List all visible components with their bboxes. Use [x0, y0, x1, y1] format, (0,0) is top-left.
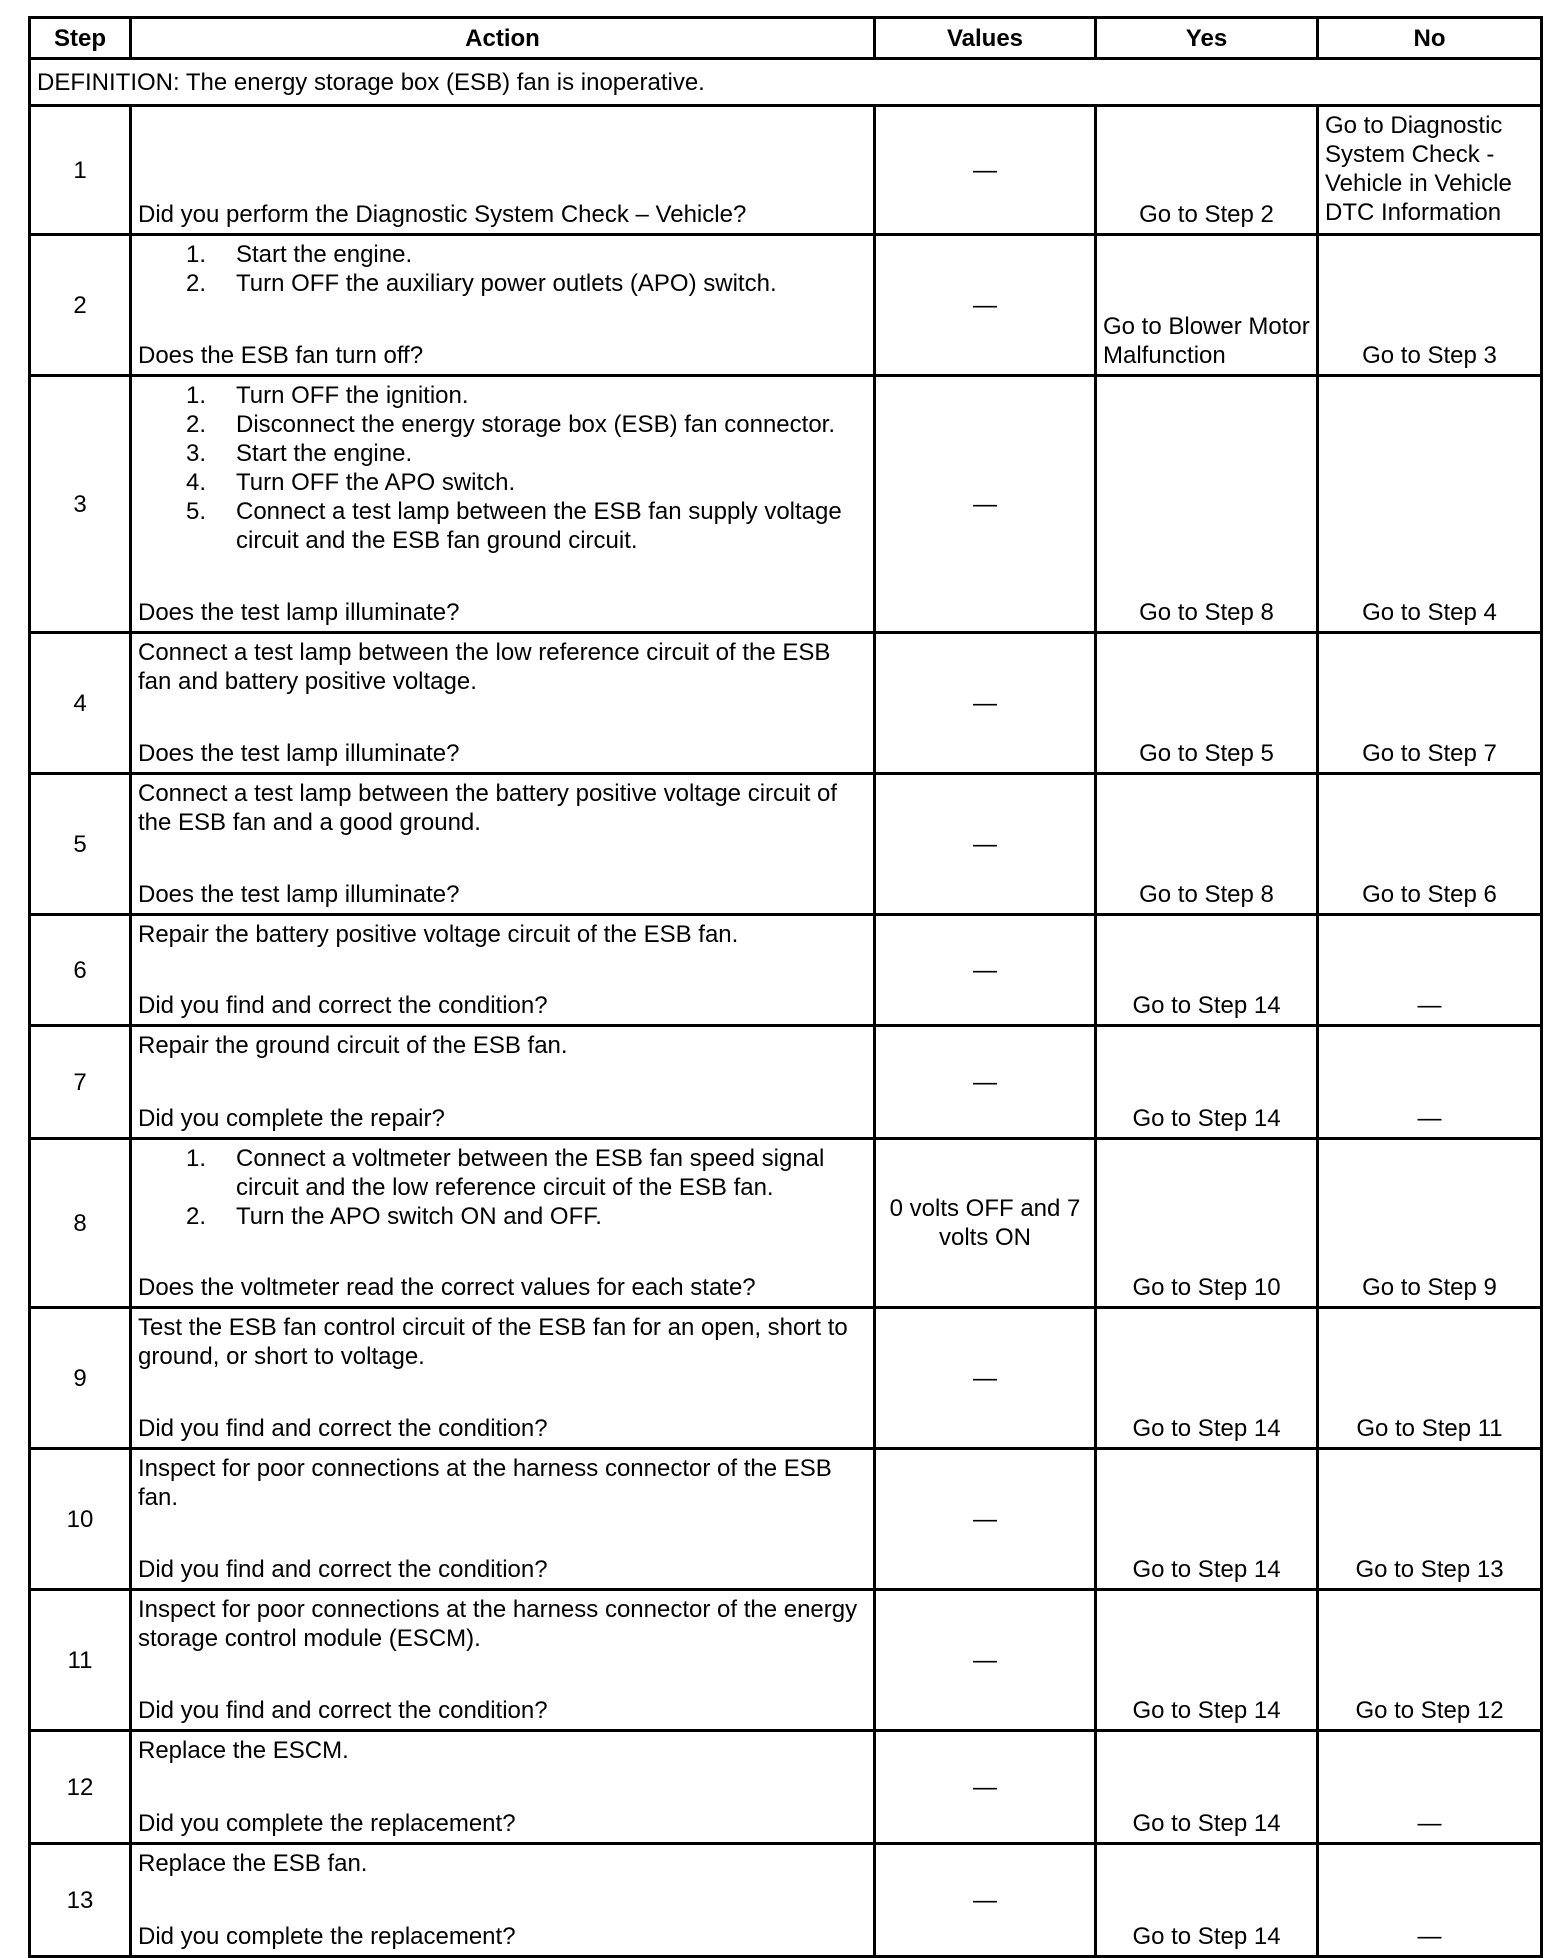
action-step-number: 5. [186, 498, 207, 525]
table-row [30, 1590, 1542, 1731]
diagnostic-table [28, 16, 1543, 1958]
action-question: Does the test lamp illuminate? [138, 599, 460, 626]
table-row [30, 1844, 1542, 1957]
header-no: No [1318, 18, 1542, 59]
action-step-item [138, 410, 867, 439]
step-number: 7 [30, 1026, 131, 1139]
action-step-text: Turn the APO switch ON and OFF. [236, 1203, 602, 1230]
table-row [30, 1026, 1542, 1139]
no-cell: Go to Step 9 [1318, 1139, 1542, 1308]
action-step-item [138, 497, 867, 555]
action-question: Did you find and correct the condition? [138, 1697, 548, 1724]
action-step-number: 2. [186, 270, 207, 297]
yes-cell: Go to Step 14 [1096, 1590, 1318, 1731]
action-step-item [138, 269, 867, 298]
header-values: Values [875, 18, 1096, 59]
action-question: Did you complete the repair? [138, 1105, 445, 1132]
no-cell: Go to Diagnostic System Check - Vehicle in Vehicle DTC Information [1318, 106, 1542, 235]
action-instruction: Connect a test lamp between the low reference circuit of the ESB fan and battery positive voltage. [138, 639, 831, 695]
step-number: 11 [30, 1590, 131, 1731]
action-step-item [138, 468, 867, 497]
values-cell: — [875, 1731, 1096, 1844]
action-question: Does the test lamp illuminate? [138, 740, 460, 767]
action-steps-list [138, 240, 867, 298]
table-row [30, 376, 1542, 633]
step-number: 3 [30, 376, 131, 633]
action-instruction: Repair the ground circuit of the ESB fan. [138, 1032, 568, 1059]
action-cell [131, 915, 875, 1026]
header-action: Action [131, 18, 875, 59]
step-number: 9 [30, 1308, 131, 1449]
table-row [30, 1308, 1542, 1449]
values-cell: — [875, 633, 1096, 774]
action-step-number: 2. [186, 411, 207, 438]
header-yes: Yes [1096, 18, 1318, 59]
yes-cell: Go to Step 5 [1096, 633, 1318, 774]
step-number: 2 [30, 235, 131, 376]
yes-cell: Go to Step 14 [1096, 1026, 1318, 1139]
action-step-number: 2. [186, 1203, 207, 1230]
values-cell: — [875, 376, 1096, 633]
action-steps-list [138, 1144, 867, 1231]
action-step-number: 4. [186, 469, 207, 496]
action-instruction: Replace the ESB fan. [138, 1850, 368, 1877]
step-number: 6 [30, 915, 131, 1026]
action-cell [131, 774, 875, 915]
no-cell: — [1318, 1026, 1542, 1139]
action-steps-list [138, 381, 867, 555]
no-cell: Go to Step 11 [1318, 1308, 1542, 1449]
action-step-text: Turn OFF the ignition. [236, 382, 469, 409]
values-cell: — [875, 774, 1096, 915]
values-cell: — [875, 1449, 1096, 1590]
yes-cell: Go to Step 2 [1096, 106, 1318, 235]
action-cell [131, 1844, 875, 1957]
action-cell [131, 1308, 875, 1449]
table-row [30, 235, 1542, 376]
values-cell: — [875, 1590, 1096, 1731]
no-cell: Go to Step 3 [1318, 235, 1542, 376]
action-cell [131, 633, 875, 774]
values-cell: — [875, 106, 1096, 235]
header-row [30, 18, 1542, 59]
step-number: 1 [30, 106, 131, 235]
action-question: Did you perform the Diagnostic System Check – Vehicle? [138, 201, 747, 228]
no-cell: — [1318, 1731, 1542, 1844]
action-step-number: 1. [186, 241, 207, 268]
yes-cell: Go to Blower Motor Malfunction [1096, 235, 1318, 376]
action-cell [131, 1449, 875, 1590]
action-step-text: Connect a voltmeter between the ESB fan speed signal circuit and the low reference circuit of the ESB fan. [236, 1145, 825, 1201]
no-cell: Go to Step 12 [1318, 1590, 1542, 1731]
action-cell [131, 1139, 875, 1308]
table-row [30, 774, 1542, 915]
step-number: 13 [30, 1844, 131, 1957]
action-step-number: 3. [186, 440, 207, 467]
action-question: Did you complete the replacement? [138, 1923, 516, 1950]
table-row [30, 1449, 1542, 1590]
action-question: Does the voltmeter read the correct values for each state? [138, 1274, 756, 1301]
yes-cell: Go to Step 8 [1096, 774, 1318, 915]
table-row [30, 106, 1542, 235]
action-step-item [138, 1144, 867, 1202]
action-instruction: Test the ESB fan control circuit of the ESB fan for an open, short to ground, or short to voltage. [138, 1314, 848, 1370]
action-question: Did you find and correct the condition? [138, 992, 548, 1019]
action-cell [131, 1026, 875, 1139]
values-cell: — [875, 1308, 1096, 1449]
action-instruction: Replace the ESCM. [138, 1737, 349, 1764]
action-step-number: 1. [186, 382, 207, 409]
action-step-text: Connect a test lamp between the ESB fan supply voltage circuit and the ESB fan ground circuit. [236, 498, 842, 554]
no-cell: — [1318, 915, 1542, 1026]
action-step-item [138, 381, 867, 410]
step-number: 4 [30, 633, 131, 774]
yes-cell: Go to Step 14 [1096, 1844, 1318, 1957]
yes-cell: Go to Step 8 [1096, 376, 1318, 633]
table-row [30, 1731, 1542, 1844]
action-instruction: Connect a test lamp between the battery positive voltage circuit of the ESB fan and a good ground. [138, 780, 838, 836]
action-question: Did you find and correct the condition? [138, 1415, 548, 1442]
values-cell: 0 volts OFF and 7 volts ON [875, 1139, 1096, 1308]
action-cell [131, 1590, 875, 1731]
yes-cell: Go to Step 14 [1096, 1449, 1318, 1590]
no-cell: Go to Step 13 [1318, 1449, 1542, 1590]
action-step-text: Turn OFF the auxiliary power outlets (APO) switch. [236, 270, 777, 297]
values-cell: — [875, 235, 1096, 376]
action-step-item [138, 240, 867, 269]
values-cell: — [875, 1026, 1096, 1139]
yes-cell: Go to Step 10 [1096, 1139, 1318, 1308]
action-instruction: Inspect for poor connections at the harness connector of the ESB fan. [138, 1455, 832, 1511]
action-question: Did you complete the replacement? [138, 1810, 516, 1837]
action-step-text: Disconnect the energy storage box (ESB) fan connector. [236, 411, 836, 438]
action-cell [131, 235, 875, 376]
action-step-text: Start the engine. [236, 440, 413, 467]
definition-row [30, 59, 1542, 106]
action-question: Does the test lamp illuminate? [138, 881, 460, 908]
no-cell: — [1318, 1844, 1542, 1957]
action-step-text: Start the engine. [236, 241, 413, 268]
no-cell: Go to Step 6 [1318, 774, 1542, 915]
action-step-text: Turn OFF the APO switch. [236, 469, 516, 496]
step-number: 8 [30, 1139, 131, 1308]
action-instruction: Inspect for poor connections at the harness connector of the energy storage control module (ESCM). [138, 1596, 858, 1652]
action-question: Does the ESB fan turn off? [138, 342, 424, 369]
values-cell: — [875, 1844, 1096, 1957]
action-cell [131, 1731, 875, 1844]
header-step: Step [30, 18, 131, 59]
yes-cell: Go to Step 14 [1096, 915, 1318, 1026]
action-step-item [138, 439, 867, 468]
action-step-item [138, 1202, 867, 1231]
action-question: Did you find and correct the condition? [138, 1556, 548, 1583]
step-number: 10 [30, 1449, 131, 1590]
step-number: 5 [30, 774, 131, 915]
no-cell: Go to Step 4 [1318, 376, 1542, 633]
table-row [30, 1139, 1542, 1308]
step-number: 12 [30, 1731, 131, 1844]
table-row [30, 915, 1542, 1026]
action-instruction: Repair the battery positive voltage circuit of the ESB fan. [138, 921, 739, 948]
action-cell [131, 106, 875, 235]
action-step-number: 1. [186, 1145, 207, 1172]
yes-cell: Go to Step 14 [1096, 1731, 1318, 1844]
yes-cell: Go to Step 14 [1096, 1308, 1318, 1449]
definition-text: DEFINITION: The energy storage box (ESB) fan is inoperative. [30, 59, 1542, 106]
table-row [30, 633, 1542, 774]
values-cell: — [875, 915, 1096, 1026]
action-cell [131, 376, 875, 633]
no-cell: Go to Step 7 [1318, 633, 1542, 774]
